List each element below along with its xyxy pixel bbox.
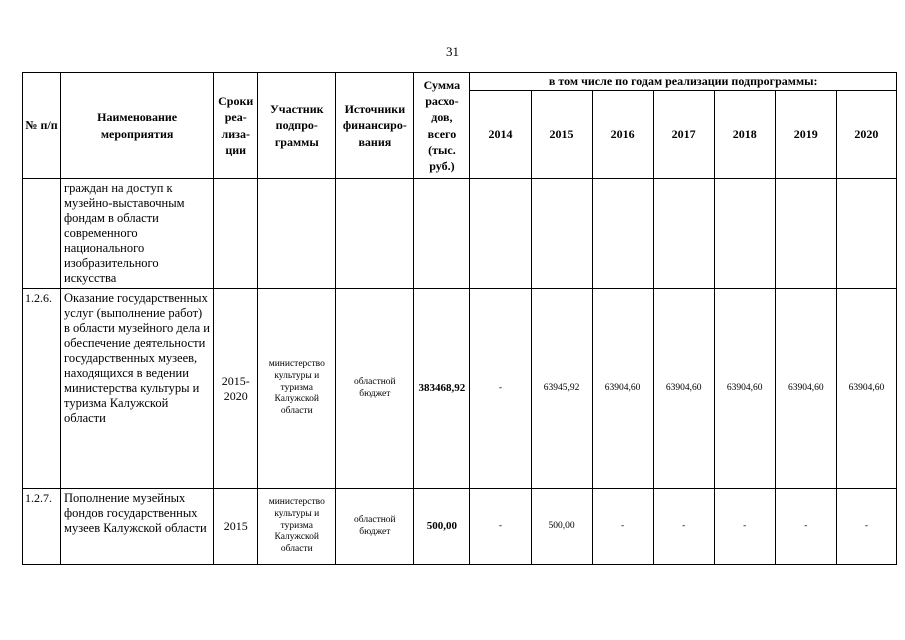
page-number: 31 xyxy=(446,44,459,59)
header-participant: Участник подпро-граммы xyxy=(258,73,336,179)
header-num: № п/п xyxy=(23,73,61,179)
table-row xyxy=(23,179,897,289)
header-year: 2019 xyxy=(775,91,836,179)
cell-year: 63904,60 xyxy=(836,289,896,489)
cell-year: - xyxy=(775,489,836,565)
cell-num: 1.2.7. xyxy=(23,489,61,565)
header-row-1 xyxy=(23,73,897,91)
cell-num: 1.2.6. xyxy=(23,289,61,489)
header-year: 2016 xyxy=(592,91,653,179)
header-source: Источники финансиро-вания xyxy=(336,73,414,179)
cell-year: 63904,60 xyxy=(653,289,714,489)
header-name: Наименование мероприятия xyxy=(61,73,214,179)
cell-year: 63945,92 xyxy=(531,289,592,489)
cell-year: - xyxy=(653,489,714,565)
cell-name: Оказание государственных услуг (выполнение работ) в области музейного дела и обеспечение деятельности государственных музеев, находящихся в ведении министерства культуры и туризма Калужской области xyxy=(61,289,214,489)
cell-participant: министерство культуры и туризма Калужской области xyxy=(258,289,336,489)
cell-year: 63904,60 xyxy=(714,289,775,489)
header-year: 2014 xyxy=(470,91,531,179)
header-year: 2017 xyxy=(653,91,714,179)
cell-participant: министерство культуры и туризма Калужской области xyxy=(258,489,336,565)
cell-year xyxy=(836,179,896,289)
header-year: 2018 xyxy=(714,91,775,179)
cell-source xyxy=(336,179,414,289)
cell-name: граждан на доступ к музейно-выставочным фондам в области современного национального изобразительного искусства xyxy=(61,179,214,289)
table-row xyxy=(23,289,897,489)
cell-total xyxy=(414,179,470,289)
cell-year: 63904,60 xyxy=(775,289,836,489)
cell-year: - xyxy=(714,489,775,565)
header-year: 2015 xyxy=(531,91,592,179)
header-total: Сумма расхо-дов, всего (тыс. руб.) xyxy=(414,73,470,179)
table-row xyxy=(23,489,897,565)
cell-source: областной бюджет xyxy=(336,289,414,489)
cell-name: Пополнение музейных фондов государственных музеев Калужской области xyxy=(61,489,214,565)
cell-num xyxy=(23,179,61,289)
header-period: Сроки реа-лиза-ции xyxy=(214,73,258,179)
cell-period: 2015-2020 xyxy=(214,289,258,489)
header-year: 2020 xyxy=(836,91,896,179)
cell-year: 500,00 xyxy=(531,489,592,565)
cell-source: областной бюджет xyxy=(336,489,414,565)
cell-year xyxy=(714,179,775,289)
cell-year: - xyxy=(836,489,896,565)
cell-participant xyxy=(258,179,336,289)
cell-year: - xyxy=(470,289,531,489)
cell-year: - xyxy=(592,489,653,565)
cell-year xyxy=(775,179,836,289)
cell-period: 2015 xyxy=(214,489,258,565)
activities-table xyxy=(22,72,897,565)
header-years-caption: в том числе по годам реализации подпрограммы: xyxy=(470,73,897,91)
cell-period xyxy=(214,179,258,289)
cell-year xyxy=(531,179,592,289)
cell-year xyxy=(653,179,714,289)
cell-year: - xyxy=(470,489,531,565)
cell-year: 63904,60 xyxy=(592,289,653,489)
cell-year xyxy=(592,179,653,289)
cell-year xyxy=(470,179,531,289)
cell-total: 500,00 xyxy=(414,489,470,565)
cell-total: 383468,92 xyxy=(414,289,470,489)
